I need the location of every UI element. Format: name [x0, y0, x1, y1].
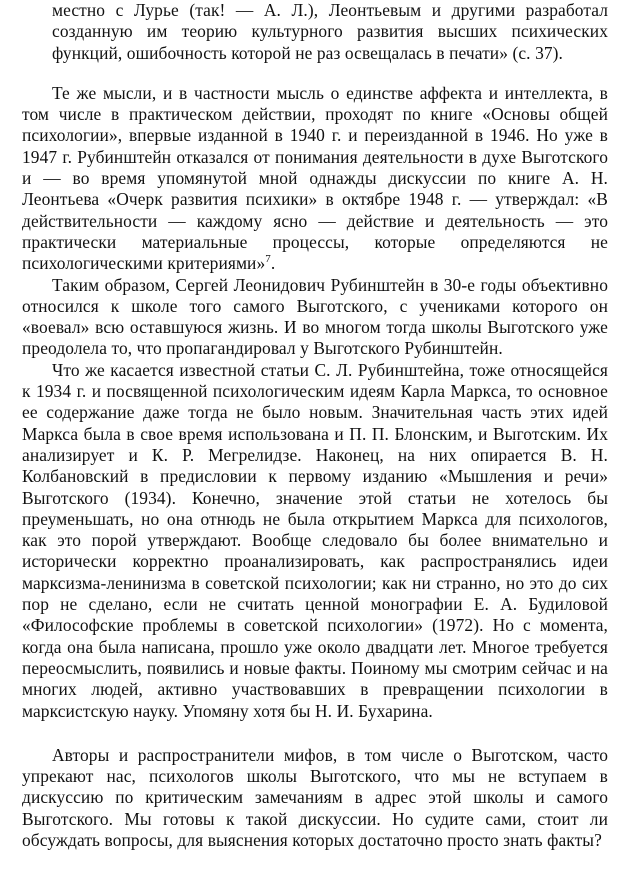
paragraph-text: местно с Лурье (так! — А. Л.), Леонтьевым и другими разработал созданную им теорию культурного развития высших психических функций, ошибочность которой не раз освещалась в печати» (с. 37). — [52, 0, 608, 63]
paragraph-gap — [22, 722, 608, 745]
paragraph-text: Авторы и распространители мифов, в том числе о Выготском, часто упрекают нас, психологов школы Выготского, что мы не вступаем в дискуссию по критическим замечаниям в адрес этой школы и самого Выготского. Мы готовы к такой дискуссии. Но судите сами, стоит ли обсуждать вопросы, для выяснения которых достаточно просто знать факты? — [22, 744, 608, 850]
paragraph-text: Те же мысли, и в частности мысль о единстве аффекта и интеллекта, в том числе в практическом действии, проходят по книге «Основы общей психологии», впервые изданной в 1940 г. и переизданной в 1946. Но уже в 1947 г. Рубинштейн отказался от понимания деятельности в духе Выготского и — во время упомянутой мной однажды дискуссии по книге А. Н. Леонтьева «Очерк развития психики» в октябре 1948 г. — утверждал: «В действительности — каждому ясно — действие и деятельность — это практически материальные процессы, которые определяются не психологическими критериями» — [22, 82, 608, 274]
paragraph-conclusion — [22, 275, 608, 360]
paragraph-quote-end — [22, 0, 608, 64]
footnote-reference[interactable]: 7 — [265, 253, 271, 266]
paragraph-gap — [22, 64, 608, 83]
paragraph-marx-article — [22, 360, 608, 722]
paragraph-text: Что же касается известной статьи С. Л. Рубинштейна, тоже относящейся к 1934 г. и посвященной психологическим идеям Карла Маркса, то основное ее содержание даже тогда не было новым. Значительная часть этих идей Маркса была в свое время использована и П. П. Блонским, и Выготским. Их анализирует и К. Р. Мегрелидзе. Наконец, на них опирается В. Н. Колбановский в предисловии к первому изданию «Мышления и речи» Выготского (1934). Конечно, значение этой статьи не хотелось бы преуменьшать, но она отнюдь не была открытием Маркса для психологов, как это порой утверждают. Вообще следовало бы более внимательно и исторически корректно проанализировать, как распространялись идеи марксизма-ленинизма в советской психологии; как ни странно, но это до сих пор не сделано, если не считать ценной монографии Е. А. Будиловой «Философские проблемы в советской психологии» (1972). Но с момента, когда она была написана, прошло уже около двадцати лет. Многое требуется переосмыслить, появились и новые факты. Поиному мы смотрим сейчас и на многих людей, активно участвовавших в превращении психологии в марксистскую науку. Упомяну хотя бы Н. И. Бухарина. — [22, 359, 608, 721]
paragraph-text: Таким образом, Сергей Леонидович Рубинштейн в 30-е годы объективно относился к школе того самого Выготского, с учениками которого он «воевал» всю оставшуюся жизнь. И во многом тогда школы Выготского уже преодолела то, что пропагандировал у Выготского Рубинштейн. — [22, 274, 608, 359]
document-page — [22, 0, 608, 851]
paragraph-rubinstein-views: Те же мысли, и в частности мысль о единстве аффекта и интеллекта, в том числе в практическом действии, проходят по книге «Основы общей психологии», впервые изданной в 1940 г. и переизданной в 1946. Но уже в 1947 г. Рубинштейн отказался от понимания деятельности в духе Выготского и — во время упомянутой мной однажды дискуссии по книге А. Н. Леонтьева «Очерк развития психики» в октябре 1948 г. — утверждал: «В действительности — каждому ясно — действие и деятельность — это практически материальные процессы, которые определяются не психологическими критериями»$^7$. — [22, 82, 608, 274]
paragraph-myths — [22, 745, 608, 851]
